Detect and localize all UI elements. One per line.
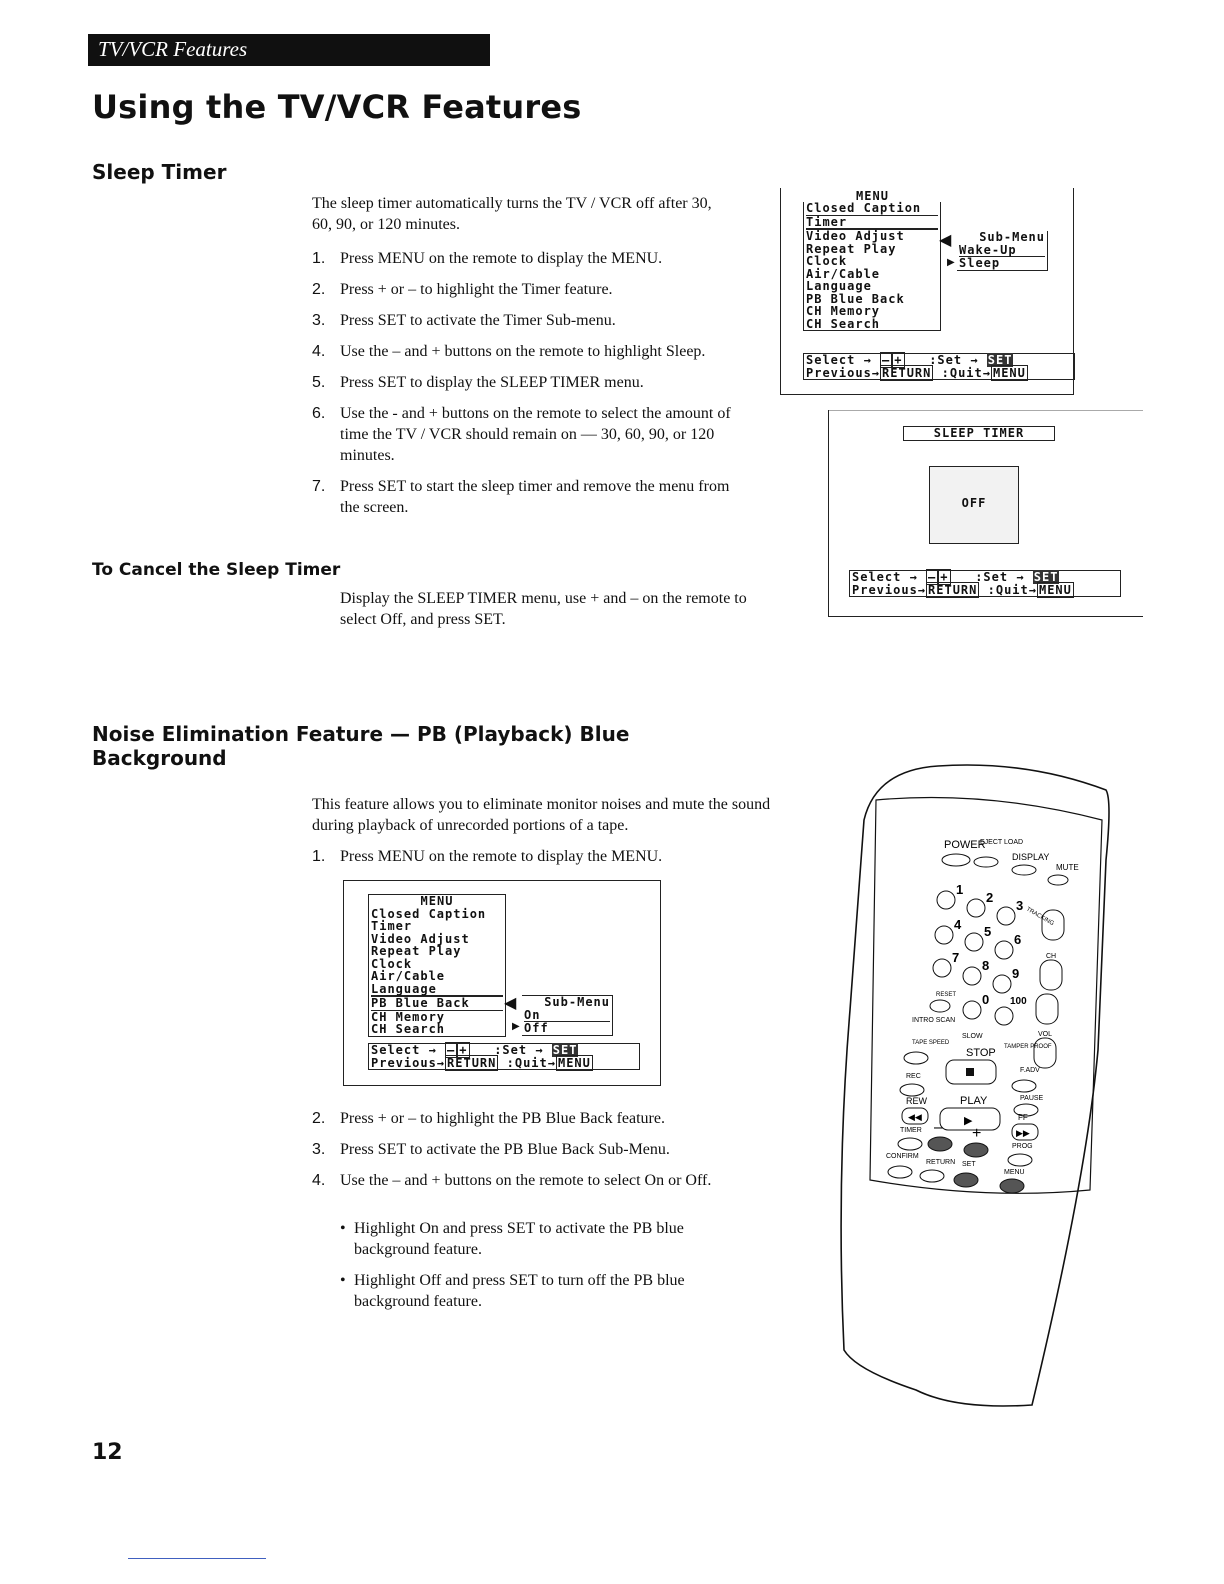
digit-0-label: 0 [982,992,990,1007]
list-item: 4. Use the – and + buttons on the remote to highlight Sleep. [312,343,706,360]
footer-select-label: Select [371,1043,421,1057]
list-item: • Highlight On and press SET to activate the PB blue background feature. [340,1218,720,1260]
display-button[interactable] [1012,865,1036,875]
tamper-proof-label: TAMPER PROOF [1004,1044,1052,1050]
digit-9-button[interactable] [993,975,1011,993]
ff-label: FF [1018,1113,1028,1122]
tape-speed-label: TAPE SPEED [912,1040,950,1046]
digit-3-button[interactable] [997,907,1015,925]
power-label: POWER [944,839,986,851]
menu-label: MENU [1004,1169,1025,1176]
list-item: 7. Press SET to start the sleep timer and remove the menu from the screen. [312,478,730,516]
rew-label: REW [906,1096,927,1106]
menu-key: MENU [1038,582,1072,597]
section-banner [88,34,490,66]
digit-1-button[interactable] [937,891,955,909]
footer-quit-label: :Quit [941,365,983,380]
sleep-footer: Select → – + :Set → SET Previous→ RETURN :Quit→ MENU [849,570,1121,597]
vol-label: VOL [1038,1031,1053,1038]
noise-heading [92,722,792,770]
menu-item[interactable]: CH Search [806,316,881,331]
list-item: • Highlight Off and press SET to turn off the PB blue background feature. [340,1270,720,1312]
footer-select-label: Select [852,570,902,584]
ch-label: CH [1046,953,1057,960]
menu-list [368,894,506,1037]
menu-list [803,202,941,331]
menu-item[interactable]: Clock [371,956,413,971]
digit-100-button[interactable] [995,1007,1013,1025]
digit-100-label: 100 [1010,996,1027,1007]
ff-icon: ▶▶ [1016,1128,1030,1138]
stop-icon [966,1068,974,1076]
slow-label: SLOW [962,1033,983,1040]
eject-label: EJECT LOAD [980,839,1024,846]
list-item: 2. Press + or – to highlight the PB Blue Back feature. [312,1110,665,1127]
menu-item[interactable]: Clock [806,254,848,268]
footer-quit-label: :Quit [987,582,1029,597]
stop-label: STOP [966,1047,996,1059]
plus-key: + [940,570,949,584]
menu-item[interactable]: Air/Cable [806,266,881,281]
menu-item[interactable]: Video Adjust [371,931,470,946]
digit-6-label: 6 [1014,932,1022,947]
sleep-timer-title: SLEEP TIMER [903,426,1055,441]
menu-title: MENU [856,189,889,203]
menu-screen-pb-blue-back [343,880,661,1086]
page-number: 12 [92,1440,123,1465]
set-label: SET [962,1161,976,1168]
submenu [522,995,613,1036]
sleep-value-box[interactable] [929,466,1019,544]
footer-rule [128,1558,266,1559]
plus-key: + [459,1043,468,1057]
menu-item[interactable]: Repeat Play [371,944,462,958]
timer-button[interactable] [898,1138,922,1150]
set-key: SET [1033,570,1059,584]
list-item: 1. Press MENU on the remote to display the MENU. [312,250,663,267]
rec-button[interactable] [900,1084,924,1096]
submenu [957,231,1048,271]
submenu-item-selected[interactable]: Sleep [959,256,1001,270]
footer-set-label: :Set [975,570,1009,584]
list-item: 1. Press MENU on the remote to display the MENU. [312,848,663,865]
digit-2-button[interactable] [967,899,985,917]
prog-button[interactable] [1008,1154,1032,1166]
footer-quit-label: :Quit [506,1055,548,1070]
submenu-title: Sub-Menu [979,230,1045,244]
submenu-title: Sub-Menu [544,995,610,1009]
list-item: 2. Press + or – to highlight the Timer feature. [312,281,613,298]
menu-screen-timer [780,188,1074,395]
footer-set-label: :Set [494,1043,528,1057]
return-button[interactable] [920,1170,944,1182]
play-label: PLAY [960,1095,988,1107]
timer-label: TIMER [900,1127,922,1134]
page-title: Using the TV/VCR Features [92,88,582,126]
digit-1-label: 1 [956,882,964,897]
pause-label: PAUSE [1020,1095,1044,1102]
return-key: RETURN [928,582,978,597]
cancel-sleep-text: Display the SLEEP TIMER menu, use + and – on the remote to select Off, and press SET. [340,590,747,628]
digit-5-button[interactable] [965,933,983,951]
footer-previous-label: Previous [371,1055,437,1070]
noise-heading-line2: Background [92,746,227,770]
digit-2-label: 2 [986,890,994,905]
prog-label: PROG [1012,1143,1033,1150]
minus-key: – [928,570,937,584]
noise-heading-line1: Noise Elimination Feature — PB (Playback) Blue [92,722,630,746]
submenu-item[interactable]: Wake-Up [959,244,1045,258]
menu-item[interactable]: Air/Cable [371,969,446,983]
list-item: 5. Press SET to display the SLEEP TIMER menu. [312,374,644,391]
footer-previous-label: Previous [806,365,872,380]
section-banner-label: TV/VCR Features [98,37,248,61]
mute-button[interactable] [1048,875,1068,885]
tracking-label: TRACKING [1025,906,1055,928]
sleep-value: OFF [961,496,987,510]
digit-7-label: 7 [952,950,960,965]
footer-select-label: Select [806,353,856,367]
digit-3-label: 3 [1016,898,1024,913]
rew-icon: ◀◀ [908,1112,922,1122]
menu-item[interactable]: Closed Caption [806,202,938,216]
menu-item[interactable]: Repeat Play [806,241,897,256]
ch-down-button[interactable] [1040,960,1062,990]
menu-footer: Select → – + :Set → SET Previous→ RETURN :Quit→ MENU [803,353,1075,380]
noise-intro: This feature allows you to eliminate monitor noises and mute the sound during playback of unrecorded portions of a tape. [312,796,771,834]
digit-6-button[interactable] [995,941,1013,959]
set-key: SET [987,353,1013,367]
digit-9-label: 9 [1012,966,1020,981]
play-icon: ▶ [964,1115,973,1127]
plus-label: + [972,1125,982,1142]
return-key: RETURN [447,1055,497,1070]
digit-4-button[interactable] [935,926,953,944]
digit-7-button[interactable] [933,959,951,977]
vol-up-button[interactable] [1036,994,1058,1024]
confirm-label: CONFIRM [886,1153,919,1160]
digit-8-button[interactable] [963,967,981,985]
footer-set-label: :Set [929,353,963,367]
menu-item[interactable]: Timer [371,919,413,933]
power-button[interactable] [942,854,970,866]
sleep-timer-screen [828,410,1143,617]
plus-button[interactable] [964,1143,988,1157]
tape-speed-button[interactable] [904,1052,928,1064]
menu-footer: Select → – + :Set → SET Previous→ RETURN :Quit→ MENU [368,1043,640,1070]
menu-item-selected[interactable]: Timer [806,216,938,231]
menu-item[interactable]: Language [371,983,503,998]
pointer-right-icon: ▶ [947,257,955,268]
plus-key: + [894,353,903,367]
menu-item[interactable]: Video Adjust [806,229,905,243]
submenu-item-selected[interactable]: Off [524,1021,549,1035]
minus-label: – [934,1119,943,1136]
submenu-item[interactable]: On [524,1009,610,1023]
digit-0-button[interactable] [963,1001,981,1019]
fadv-label: F.ADV [1020,1067,1040,1074]
menu-item[interactable]: PB Blue Back [806,291,905,306]
eject-button[interactable] [974,857,998,867]
menu-key: MENU [992,365,1026,380]
confirm-button[interactable] [888,1166,912,1178]
minus-button[interactable] [928,1137,952,1151]
mute-label: MUTE [1056,863,1079,872]
menu-item[interactable]: Closed Caption [371,906,487,921]
rec-label: REC [906,1073,921,1080]
set-button[interactable] [954,1173,978,1187]
sleep-timer-heading: Sleep Timer [92,160,227,184]
sleep-timer-intro: The sleep timer automatically turns the TV / VCR off after 30, 60, 90, or 120 minutes. [312,195,712,233]
fadv-button[interactable] [1012,1080,1036,1092]
minus-key: – [882,353,891,367]
footer-previous-label: Previous [852,582,918,597]
noise-bullets [340,1218,720,1322]
list-item: 4. Use the – and + buttons on the remote to select On or Off. [312,1172,712,1189]
return-key: RETURN [882,365,932,380]
vol-down-button[interactable] [1034,1038,1056,1068]
menu-button[interactable] [1000,1179,1024,1193]
digit-8-label: 8 [982,958,990,973]
intro-scan-label: INTRO SCAN [912,1017,956,1024]
sleep-timer-steps [312,248,732,528]
remote-control [836,760,1126,1410]
menu-item[interactable]: CH Memory [371,1009,446,1024]
pointer-left-icon: ◀ [939,232,952,249]
digit-4-label: 4 [954,917,962,932]
menu-item[interactable]: CH Search [371,1022,446,1036]
screen-top-rule [829,410,1143,411]
digit-5-label: 5 [984,924,992,939]
minus-key: – [447,1043,456,1057]
list-item: 6. Use the - and + buttons on the remote to select the amount of time the TV / VCR should remain on — 30, 60, 90, or 120 minutes. [312,405,731,464]
menu-title: MENU [420,894,454,908]
reset-label: RESET [936,992,957,998]
menu-item[interactable]: Language [806,279,872,293]
return-label: RETURN [926,1159,956,1166]
set-key: SET [552,1043,578,1057]
menu-key: MENU [557,1055,591,1070]
cancel-sleep-heading: To Cancel the Sleep Timer [92,560,341,580]
menu-item-selected[interactable]: PB Blue Back [371,997,503,1011]
display-label: DISPLAY [1012,852,1050,862]
menu-item[interactable]: CH Memory [806,304,881,318]
reset-button[interactable] [930,1000,950,1012]
list-item: 3. Press SET to activate the Timer Sub-menu. [312,312,616,329]
pointer-left-icon: ◀ [504,995,517,1012]
pointer-right-icon: ▶ [512,1021,520,1032]
noise-steps [312,1108,742,1201]
list-item: 3. Press SET to activate the PB Blue Back Sub-Menu. [312,1141,670,1158]
